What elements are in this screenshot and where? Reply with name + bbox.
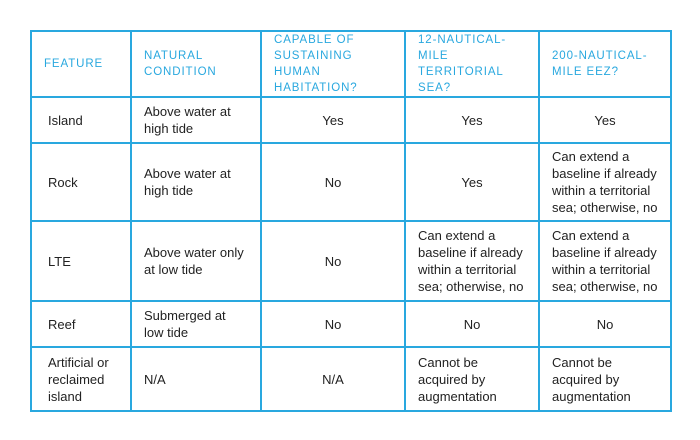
table-row: [31, 97, 671, 143]
header-habitation: CAPABLE OF SUSTAINING HUMAN HABITATION?: [261, 31, 405, 97]
cell-eez: Can extend a baseline if already within a territorial sea; otherwise, no: [539, 221, 671, 301]
cell-natural-condition: N/A: [131, 347, 261, 411]
table-header-row: [31, 31, 671, 97]
cell-eez: Yes: [539, 97, 671, 143]
cell-eez: Cannot be acquired by augmentation: [539, 347, 671, 411]
header-eez: 200-NAUTICAL-MILE EEZ?: [539, 31, 671, 97]
cell-natural-condition: Submerged at low tide: [131, 301, 261, 347]
cell-natural-condition: Above water only at low tide: [131, 221, 261, 301]
header-territorial-sea: 12-NAUTICAL-MILE TERRITORIAL SEA?: [405, 31, 539, 97]
cell-habitation: No: [261, 221, 405, 301]
cell-feature: Reef: [31, 301, 131, 347]
header-natural-condition: NATURAL CONDITION: [131, 31, 261, 97]
cell-territorial-sea: Yes: [405, 97, 539, 143]
cell-territorial-sea: Cannot be acquired by augmentation: [405, 347, 539, 411]
cell-habitation: No: [261, 143, 405, 221]
table-row: [31, 221, 671, 301]
cell-territorial-sea: Yes: [405, 143, 539, 221]
maritime-features-table: [30, 30, 672, 412]
cell-natural-condition: Above water at high tide: [131, 143, 261, 221]
cell-eez: No: [539, 301, 671, 347]
cell-habitation: Yes: [261, 97, 405, 143]
maritime-features-table-container: [30, 30, 670, 412]
cell-feature: Island: [31, 97, 131, 143]
cell-habitation: No: [261, 301, 405, 347]
table-row: [31, 347, 671, 411]
cell-territorial-sea: Can extend a baseline if already within a territorial sea; otherwise, no: [405, 221, 539, 301]
cell-territorial-sea: No: [405, 301, 539, 347]
header-feature: FEATURE: [31, 31, 131, 97]
cell-habitation: N/A: [261, 347, 405, 411]
cell-feature: LTE: [31, 221, 131, 301]
cell-natural-condition: Above water at high tide: [131, 97, 261, 143]
cell-feature: Rock: [31, 143, 131, 221]
table-row: [31, 143, 671, 221]
cell-eez: Can extend a baseline if already within a territorial sea; otherwise, no: [539, 143, 671, 221]
table-row: [31, 301, 671, 347]
cell-feature: Artificial or reclaimed island: [31, 347, 131, 411]
